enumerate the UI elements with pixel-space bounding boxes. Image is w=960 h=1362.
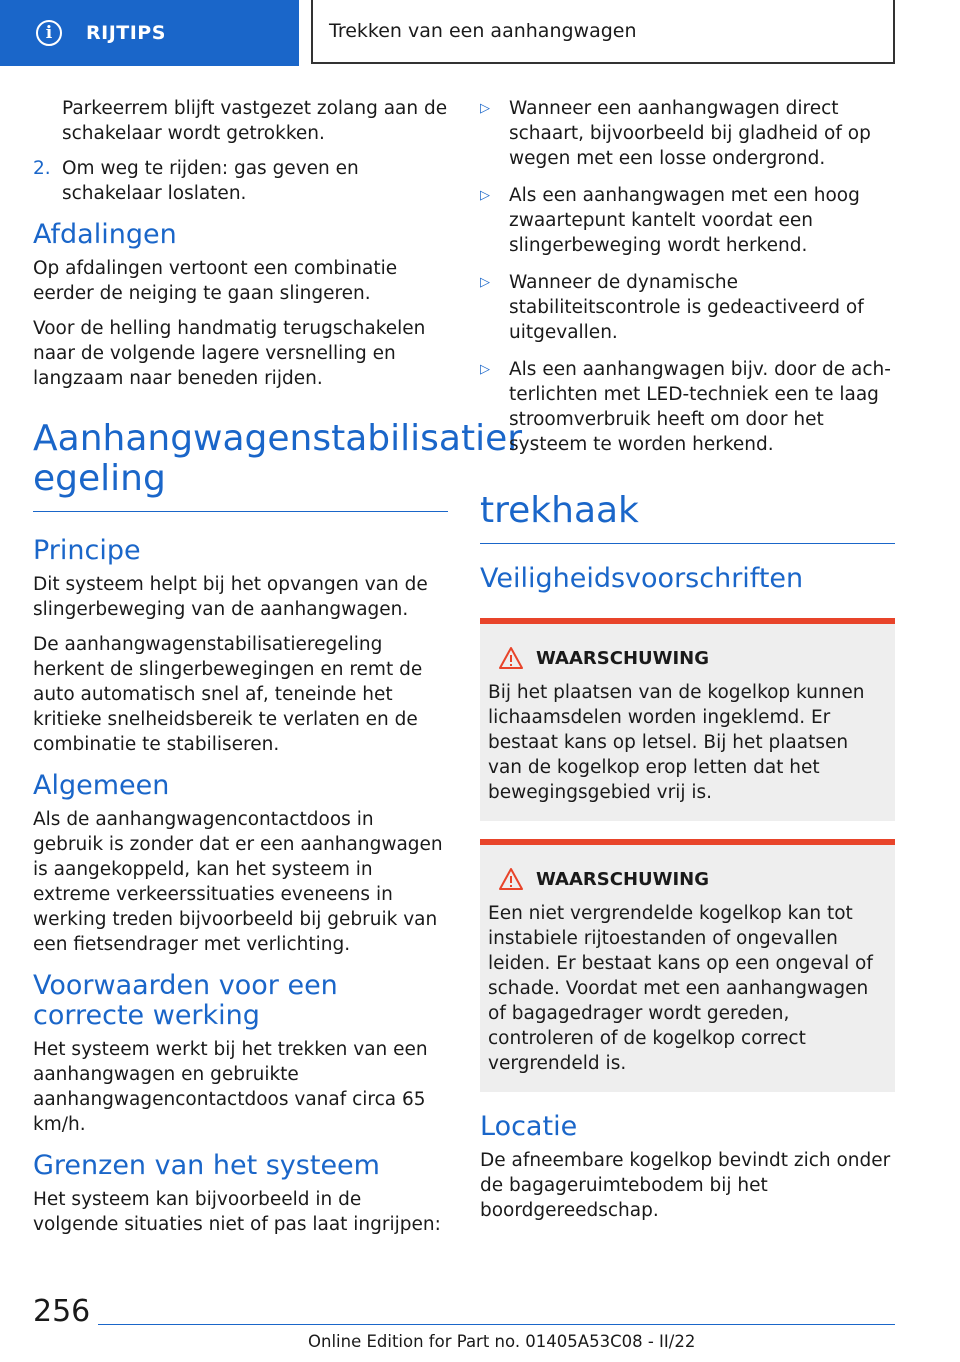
paragraph: Het systeem kan bijvoorbeeld in de volgende situaties niet of pas laat ingrijpen: [33,1189,441,1235]
heading-veiligheid: Veiligheidsvoorschriften [480,563,804,594]
warning-text: Bij het plaatsen van de kogelkop kunnen lichaamsdelen worden ingeklemd. Er bestaat kans op letsel. Bij het plaatsen van de kogelkop erop letten dat het bewegingsgebied vrij is. [488,682,865,803]
left-column [33,96,523,1247]
chapter-title: Trekken van een aanhangwagen [311,0,895,64]
warning-title: WAARSCHUWING [536,647,710,669]
paragraph: De afneembare kogelkop bevindt zich onder de bagageruimtebodem bij het boordgereedschap. [480,1150,891,1221]
section-label: RIJTIPS [86,22,166,44]
step-text: Om weg te rijden: gas geven en schakelaar loslaten. [62,158,359,204]
warning-triangle-icon [498,867,524,891]
list-item: ▷ Wanneer de dynamische stabiliteitscontrole is gedeactiveerd of uitgevallen. [480,272,864,343]
heading-locatie: Locatie [480,1111,578,1142]
page-number: 256 [33,1294,91,1329]
paragraph: Voor de helling handmatig terugschakelen naar de volgende lagere versnelling en langzaam naar beneden rijden. [33,318,426,389]
heading-afdalingen: Afdalingen [33,219,177,250]
warning-box [480,839,895,1092]
warning-text: Een niet vergrendelde kogelkop kan tot instabiele rijtoestanden of ongevallen leiden. Er bestaat kans op een ongeval of schade. Voordat met een aanhangwagen of bagagedrager wordt gereden, controleren of de kogelkop correct vergrendeld is. [488,903,873,1074]
footer-edition: Online Edition for Part no. 01405A53C08 - II/22 [308,1332,696,1351]
paragraph: Dit systeem helpt bij het opvangen van de slingerbeweging van de aanhangwagen. [33,574,428,620]
step-number: 2. [33,158,51,179]
step-item [33,156,448,206]
heading-principe: Principe [33,535,141,566]
warning-box [480,618,895,821]
footer-rule [98,1324,895,1325]
heading-main: Aanhangwagenstabilisatier egeling [33,418,523,499]
paragraph: Als de aanhangwagencontactdoos in gebruik is zonder dat er een aanhangwagen is aangekoppeld, kan het systeem in extreme verkeerssituaties eveneens in werking treden bijvoorbeeld bij gebruik van een fietsendrager met verlichting. [33,809,443,955]
paragraph: Het systeem werkt bij het trekken van een aanhangwagen en gebruikte aanhangwagencontactdoos vanaf circa 65 km/h. [33,1039,428,1135]
list-item: ▷ Als een aanhangwagen met een hoog zwaartepunt kantelt voordat een slingerbeweging wordt herkend. [480,185,860,256]
heading-grenzen: Grenzen van het systeem [33,1150,380,1181]
header-section-tab [0,0,299,66]
heading-trekhaak: trekhaak [480,490,639,531]
triangle-bullet-icon: ▷ [480,188,490,203]
intro-paragraph: Parkeerrem blijft vastgezet zolang aan de schakelaar wordt getrokken. [62,98,448,144]
heading-algemeen: Algemeen [33,770,170,801]
triangle-bullet-icon: ▷ [480,275,490,290]
paragraph: Op afdalingen vertoont een combinatie eerder de neiging te gaan slingeren. [33,258,398,304]
triangle-bullet-icon: ▷ [480,101,490,116]
heading-rule [33,511,448,512]
info-icon: i [36,20,62,46]
list-item: ▷ Wanneer een aanhangwagen direct schaart, bijvoorbeeld bij gladheid of op wegen met een losse ondergrond. [480,98,871,169]
heading-rule [480,543,895,544]
right-column [480,96,895,1233]
warning-title: WAARSCHUWING [536,868,710,890]
paragraph: De aanhangwagenstabilisatieregeling herkent de slingerbewegingen en remt de auto automatisch snel af, teneinde het kritieke snelheidsbereik te verlaten en de combinatie te stabiliseren. [33,634,423,755]
heading-voorwaarden: Voorwaarden voor een correcte werking [33,970,338,1031]
triangle-bullet-icon: ▷ [480,362,490,377]
warning-triangle-icon [498,646,524,670]
list-item: ▷ Als een aanhangwagen bijv. door de achterlichten met LED-techniek een te laag stroomverbruik heeft om door het systeem te worden herkend. [480,359,891,455]
